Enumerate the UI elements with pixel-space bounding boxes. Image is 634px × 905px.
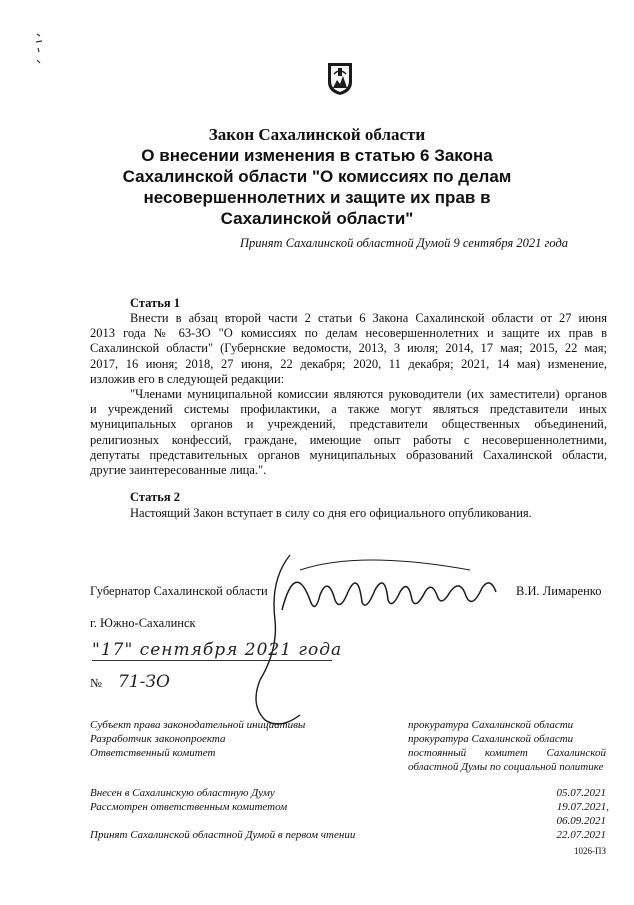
- city-label: г. Южно-Сахалинск: [90, 616, 196, 630]
- text-line: религиозных конфессий, граждане, имеющие опыт работы с несовершеннолетними,: [90, 432, 607, 447]
- article-2-heading: Статья 2: [130, 490, 180, 504]
- date-label: Принят Сахалинской областной Думой в первом чтении: [90, 829, 356, 841]
- article-2-text: Настоящий Закон вступает в силу со дня его официального опубликования.: [130, 506, 532, 520]
- document-code: 1026-ПЗ: [573, 846, 606, 856]
- page-title: [0, 124, 634, 229]
- date-value: 06.09.2021: [556, 815, 606, 827]
- coat-of-arms-icon: [327, 62, 353, 96]
- article-1-heading: Статья 1: [130, 296, 180, 310]
- text-line: Внести в абзац второй части 2 статьи 6 Закона Сахалинской области от 27 июня: [130, 311, 607, 325]
- number-prefix: №: [90, 676, 102, 690]
- title-line: Сахалинской области": [220, 209, 414, 228]
- date-underline: [92, 660, 332, 661]
- governor-name: В.И. Лимаренко: [516, 584, 602, 598]
- article-1-text: [90, 311, 607, 478]
- footer-label: Разработчик законопроекта: [90, 733, 226, 745]
- footer-value: постоянный комитет Сахалинской областной Думы по социальной политике: [408, 747, 606, 773]
- footer-label: Ответственный комитет: [90, 747, 216, 759]
- text-line: депутаты представительных органов муниципальных образований Сахалинской области,: [90, 447, 607, 462]
- text-line: 2017, 16 июня; 2018, 27 июня, 22 декабря; 2020, 11 декабря; 2021, 14 мая) изменение,: [90, 356, 607, 371]
- title-line: О внесении изменения в статью 6 Закона: [141, 146, 493, 165]
- scan-mark: [34, 30, 46, 70]
- governor-label: Губернатор Сахалинской области: [90, 584, 268, 598]
- text-line: изложив его в следующей редакции:: [90, 371, 285, 386]
- law-number: 71-ЗО: [118, 672, 170, 692]
- title-line: Закон Сахалинской области: [208, 125, 426, 144]
- text-line: 2013 года № 63-ЗО "О комиссиях по делам несовершеннолетних и защите их прав в: [90, 326, 607, 341]
- footer-value: прокуратура Сахалинской области: [408, 733, 574, 745]
- text-line: муниципальных органов и учреждений, представители общественных объединений,: [90, 417, 607, 432]
- signing-date: "17" сентября 2021 года: [92, 640, 343, 660]
- adoption-note: Принят Сахалинской областной Думой 9 сентября 2021 года: [240, 236, 569, 250]
- date-label: Рассмотрен ответственным комитетом: [90, 801, 288, 813]
- text-line: Сахалинской области" (Губернские ведомости, 2013, 3 июля; 2014, 17 мая; 2015, 22 мая;: [90, 341, 607, 356]
- text-line: и учреждений системы профилактики, а также могут являться представители иных: [90, 402, 607, 417]
- text-line: "Членами муниципальной комиссии являются руководители (их заместители) органов: [130, 387, 607, 402]
- date-label: Внесен в Сахалинскую областную Думу: [90, 787, 275, 799]
- date-value: 05.07.2021: [556, 787, 606, 799]
- footer-label: Субъект права законодательной инициативы: [90, 719, 306, 731]
- title-line: несовершеннолетних и защите их прав в: [143, 188, 491, 207]
- date-value: 19.07.2021,: [556, 801, 609, 813]
- footer-value: прокуратура Сахалинской области: [408, 719, 574, 731]
- title-line: Сахалинской области "О комиссиях по делам: [122, 167, 512, 186]
- text-line: другие заинтересованные лица.".: [90, 463, 267, 478]
- date-value: 22.07.2021: [556, 829, 606, 841]
